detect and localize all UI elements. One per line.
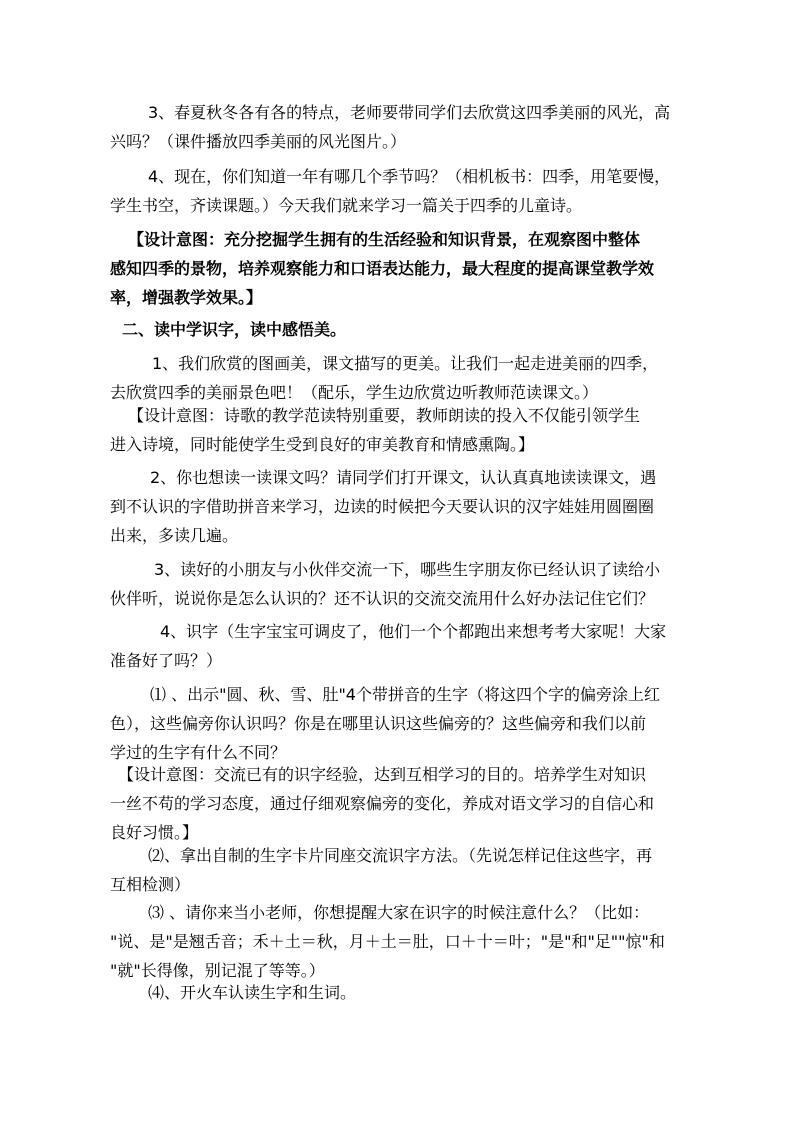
paragraph-s3-line: 伙伴听，说说你是怎么认识的？还不认识的交流交流用什么好办法记住它们？ [110, 589, 655, 608]
paragraph-intent3-line: 良好习惯。】 [110, 823, 199, 842]
paragraph-s4-line: 4、识字（生字宝宝可调皮了，他们一个个都跑出来想考考大家呢！大家 [160, 622, 667, 641]
paragraph-s4-line: 准备好了吗？） [110, 651, 223, 670]
paragraph-sub1-line: 学过的生字有什么不同？ [110, 743, 287, 762]
paragraph-s1-line: 去欣赏四季的美丽景色吧！（配乐，学生边欣赏边听教师范读课文。） [110, 383, 599, 402]
paragraph-intent3-line: 一丝不苟的学习态度，通过仔细观察偏旁的变化，养成对语文学习的自信心和 [110, 794, 655, 813]
paragraph-sub2-line: 互相检测） [110, 875, 191, 894]
paragraph-p4-line: 4、现在，你们知道一年有哪几个季节吗？（相机板书：四季，用笔要慢， [148, 167, 671, 186]
paragraph-s2-line: 2、你也想读一读课文吗？请同学们打开课文，认认真真地读读课文，遇 [150, 468, 657, 487]
paragraph-sub2-line: ⑵、拿出自制的生字卡片同座交流识字方法。（先说怎样记住这些字，再 [148, 846, 653, 865]
paragraph-s2-line: 到不认识的字借助拼音来学习，边读的时候把今天要认识的汉字娃娃用圆圈圈 [110, 497, 655, 516]
paragraph-intent2-line: 【设计意图：诗歌的教学范读特别重要，教师朗读的投入不仅能引领学生 [128, 406, 641, 425]
paragraph-p3-line: 兴吗？（课件播放四季美丽的风光图片。） [110, 132, 407, 151]
paragraph-intent2-line: 进入诗境，同时能使学生受到良好的审美教育和情感熏陶。】 [110, 435, 535, 454]
paragraph-intent3-line: 【设计意图：交流已有的识字经验，达到互相学习的目的。培养学生对知识 [118, 765, 647, 784]
paragraph-s1-line: 1、我们欣赏的图画美，课文描写的更美。让我们一起走进美丽的四季， [152, 354, 659, 373]
paragraph-intent1-line: 感知四季的景物，培养观察能力和口语表达能力，最大程度的提高课堂教学效 [110, 259, 655, 278]
paragraph-s3-line: 3、读好的小朋友与小伙伴交流一下，哪些生字朋友你已经认识了读给小 [154, 560, 661, 579]
paragraph-sub3-line: ⑶ 、请你来当小老师，你想提醒大家在识字的时候注意什么？（比如： [148, 903, 650, 922]
paragraph-intent1-line: 率，增强教学效果。】 [110, 288, 263, 307]
paragraph-sub1-line: ⑴ 、出示"圆、秋、雪、肚"4个带拼音的生字（将这四个字的偏旁涂上红 [150, 685, 660, 704]
paragraph-s2-line: 出来，多读几遍。 [110, 526, 239, 545]
paragraph-intent1-line: 【设计意图：充分挖掘学生拥有的生活经验和知识背景，在观察图中整体 [128, 230, 641, 249]
paragraph-sub3-line: "说、是"是翘舌音；禾＋土＝秋，月＋土＝肚，口＋十＝叶；"是"和"足""惊"和 [110, 932, 665, 951]
paragraph-p4-line: 学生书空，齐读课题。）今天我们就来学习一篇关于四季的儿童诗。 [110, 196, 583, 215]
paragraph-sub4-line: ⑷、开火车认读生字和生词。 [148, 983, 357, 1002]
paragraph-section2-line: 二、读中学识字，读中感悟美。 [122, 320, 347, 339]
paragraph-p3-line: 3、春夏秋冬各有各的特点，老师要带同学们去欣赏这四季美丽的风光，高 [148, 103, 671, 122]
paragraph-sub3-line: "就"长得像，别记混了等等。） [110, 961, 325, 980]
paragraph-sub1-line: 色），这些偏旁你认识吗？你是在哪里认识这些偏旁的？这些偏旁和我们以前 [110, 714, 647, 733]
